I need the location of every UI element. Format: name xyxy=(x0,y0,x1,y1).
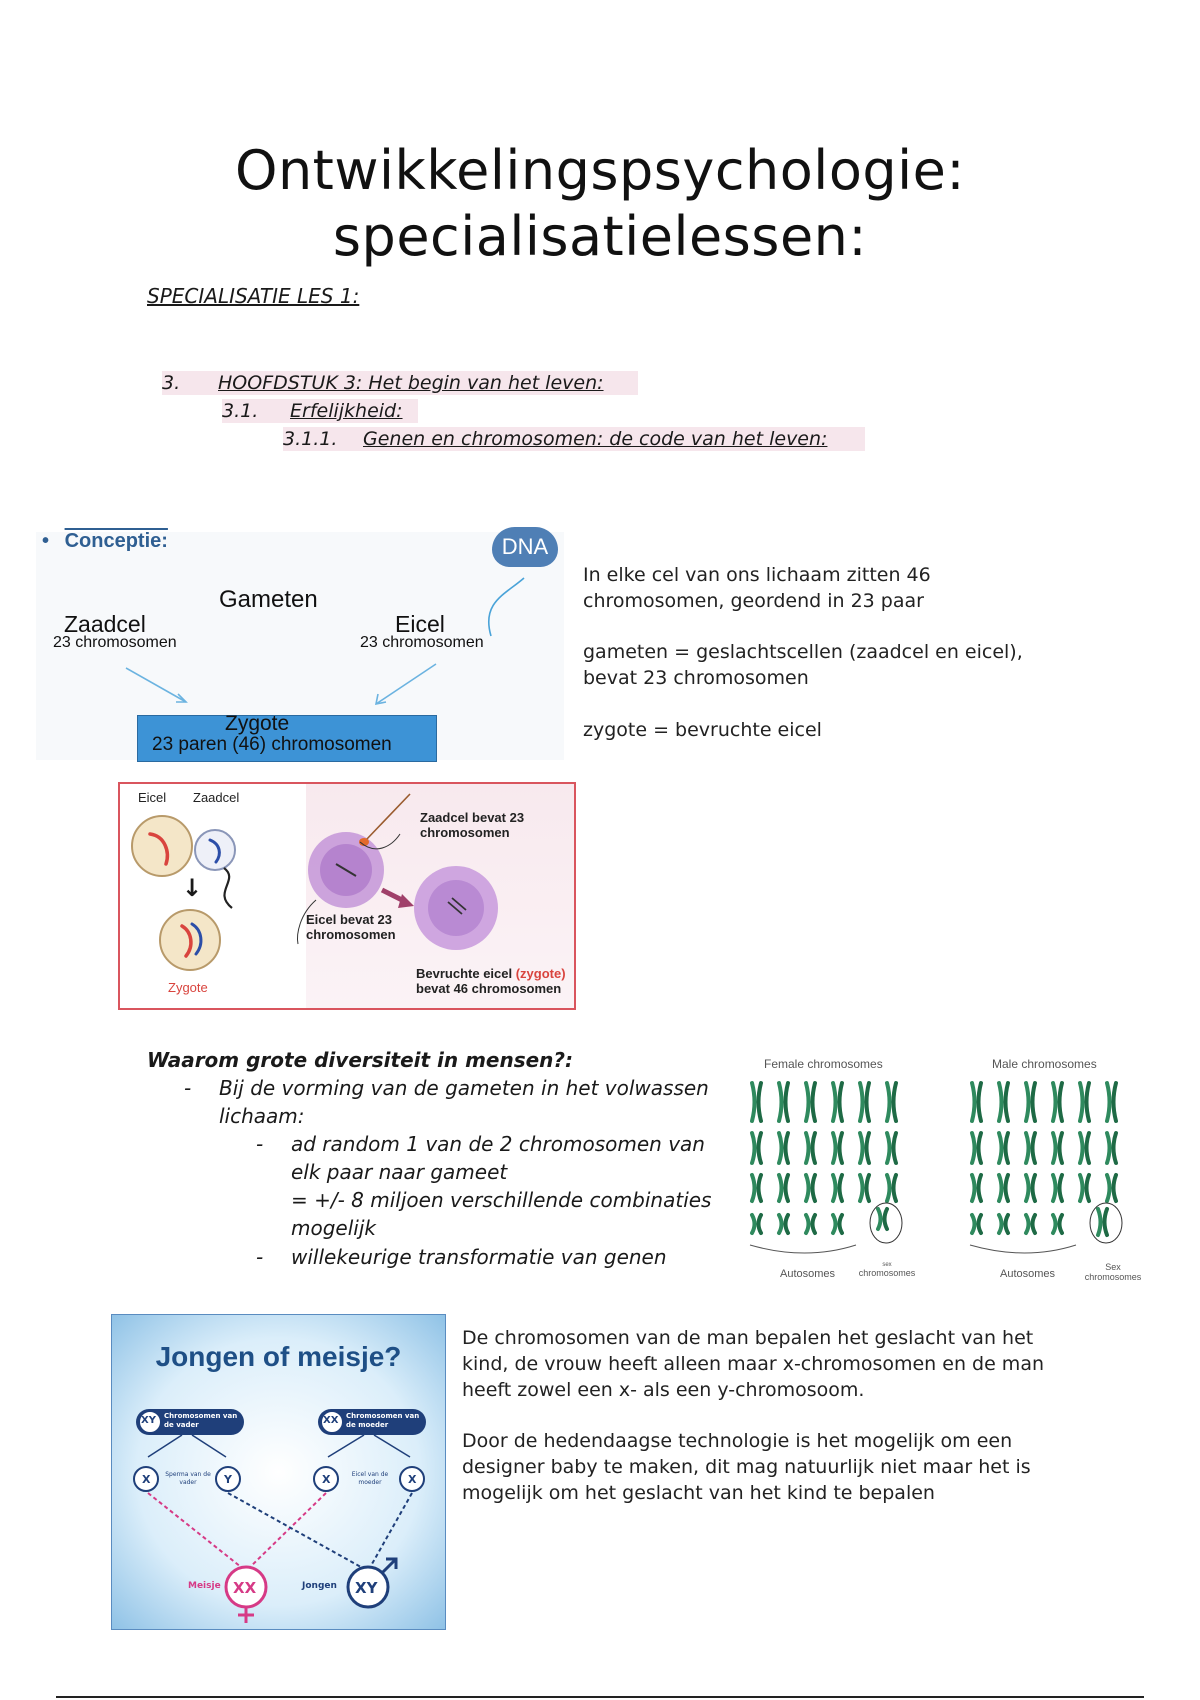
xy-result: XY xyxy=(355,1579,378,1597)
x-letter: X xyxy=(142,1473,151,1486)
chromosome-pair xyxy=(1026,1083,1035,1121)
chromosome-pair xyxy=(1107,1175,1116,1201)
illus-eicel-label: Eicel xyxy=(138,790,167,805)
chromosome-pair xyxy=(779,1175,788,1201)
sex-chromosomes-label-female xyxy=(852,1262,922,1278)
vader-label: Chromosomen van de vader xyxy=(164,1412,238,1429)
chromosome-pair xyxy=(833,1215,842,1233)
chromosome-pair xyxy=(1053,1175,1062,1201)
diversity-sub-2: willekeurige transformatie van genen xyxy=(291,1245,667,1269)
x-letter: X xyxy=(408,1473,417,1486)
chromosome-pair xyxy=(860,1175,869,1201)
dash: - xyxy=(256,1245,264,1269)
chromosome-pair xyxy=(972,1133,981,1163)
heading-text: HOOFDSTUK 3: Het begin van het leven: xyxy=(218,372,604,394)
illus-zaadcel-label: Zaadcel xyxy=(193,790,240,805)
chromosome-pair xyxy=(833,1175,842,1201)
text-46-chromosomen: In elke cel van ons lichaam zitten 46 chromosomen, geordend in 23 paar xyxy=(583,564,931,612)
zygote-sub: 23 paren (46) chromosomen xyxy=(152,734,392,755)
chromosome-pair xyxy=(887,1083,896,1121)
chromosome-pair xyxy=(752,1083,761,1121)
page-title xyxy=(0,138,1200,270)
sex-label: chromosomes xyxy=(858,1268,916,1278)
chromosome-pair xyxy=(1053,1083,1062,1121)
chromosome-pair xyxy=(1026,1133,1035,1163)
title-line-1: Ontwikkelingspsychologie: xyxy=(234,139,966,202)
zaadcel-bevat-label: Zaadcel bevat 23 chromosomen xyxy=(420,810,525,840)
sex-chromosomes-label-male: Sex chromosomes xyxy=(1084,1262,1142,1282)
jongen-meisje-infographic xyxy=(111,1314,446,1630)
karyotype-chromosomes xyxy=(740,1055,1150,1287)
chromosome-pair xyxy=(779,1215,788,1233)
heading-num: 3.1.1. xyxy=(283,428,338,450)
sex-chromosome xyxy=(1098,1209,1107,1235)
jongen-label: Jongen xyxy=(302,1581,337,1591)
dna-label: DNA xyxy=(492,527,558,567)
bevruchte-eicel-label xyxy=(416,966,576,996)
sperm-cell-icon xyxy=(195,830,235,870)
chromosome-pair xyxy=(999,1083,1008,1121)
eicel-moeder-label: Eicel van de moeder xyxy=(351,1471,389,1486)
chromosome-pair xyxy=(833,1133,842,1163)
y-letter: Y xyxy=(224,1473,232,1486)
diversity-sub-1a: ad random 1 van de 2 chromosomen van elk paar naar gameet xyxy=(291,1132,705,1184)
bullet: • xyxy=(42,530,50,552)
chromosome-pair xyxy=(1026,1215,1035,1233)
zaadcel-sub: 23 chromosomen xyxy=(53,634,177,651)
sex-short: sex xyxy=(882,1262,892,1268)
female-title: Female chromosomes xyxy=(764,1057,883,1071)
eicel-bevat-label: Eicel bevat 23 chromosomen xyxy=(306,912,396,942)
autosome-brace xyxy=(750,1245,856,1253)
male-title: Male chromosomes xyxy=(992,1057,1097,1071)
bevruchte-zyg: (zygote) xyxy=(515,966,566,981)
chromosome-pair xyxy=(1026,1175,1035,1201)
bevruchte-pre: Bevruchte eicel xyxy=(416,966,516,981)
illus-zygote-label: Zygote xyxy=(168,980,208,995)
diversity-question: Waarom grote diversiteit in mensen?: xyxy=(147,1048,574,1072)
autosomes-label-female: Autosomes xyxy=(780,1268,836,1280)
xx-badge: XX xyxy=(323,1415,339,1426)
chromosome-pair xyxy=(999,1175,1008,1201)
diversity-sub-1b: = +/- 8 miljoen verschillende combinaties mogelijk xyxy=(291,1188,712,1240)
les-label: SPECIALISATIE LES 1: xyxy=(147,284,360,308)
xx-result: XX xyxy=(233,1579,257,1597)
chromosome-pair xyxy=(860,1083,869,1121)
chromosome-pair xyxy=(1080,1175,1089,1201)
jm-title: Jongen of meisje? xyxy=(155,1341,402,1372)
fertilization-illustration xyxy=(118,782,576,1010)
chromosome-pair xyxy=(752,1215,761,1233)
chromosome-pair xyxy=(752,1175,761,1201)
heading-num: 3. xyxy=(162,372,181,394)
heading-text: Erfelijkheid: xyxy=(290,400,403,422)
chromosome-pair xyxy=(1080,1083,1089,1121)
chromosome-pair xyxy=(1107,1133,1116,1163)
sperma-label: Sperma van de vader xyxy=(165,1471,211,1486)
chromosome-pair xyxy=(999,1215,1008,1233)
conceptie-title-text: Conceptie: xyxy=(64,530,168,552)
diversity-item-1: Bij de vorming van de gameten in het volwassen lichaam: xyxy=(219,1076,709,1128)
chromosome-pair xyxy=(972,1215,981,1233)
dna-connector xyxy=(489,578,524,636)
chromosome-pair xyxy=(1053,1133,1062,1163)
egg-cell-icon xyxy=(132,816,192,876)
sex-chromosome xyxy=(878,1209,887,1229)
dash: - xyxy=(184,1076,192,1100)
down-arrow-icon: ↓ xyxy=(182,874,203,902)
zygote-label: Zygote xyxy=(225,712,290,735)
gameten-label: Gameten xyxy=(219,586,318,613)
zaadcel-label: Zaadcel xyxy=(64,611,146,637)
chromosome-pair xyxy=(779,1083,788,1121)
moeder-label: Chromosomen van de moeder xyxy=(346,1412,420,1429)
meisje-label: Meisje xyxy=(188,1581,221,1591)
autosome-brace xyxy=(970,1245,1076,1253)
chromosome-pair xyxy=(806,1083,815,1121)
chromosome-pair xyxy=(887,1133,896,1163)
heading-text: Genen en chromosomen: de code van het leven: xyxy=(363,428,828,450)
dash: - xyxy=(256,1132,264,1156)
bottom-divider xyxy=(56,1696,1144,1698)
text-geslacht: De chromosomen van de man bepalen het geslacht van het kind, de vrouw heeft alleen maar x-chromosomen en de man heeft zowel een x- als een y-chromosoom. xyxy=(462,1327,1045,1401)
heading-chapter xyxy=(162,371,638,395)
autosomes-label-male: Autosomes xyxy=(1000,1268,1056,1280)
karyotype-figure xyxy=(740,1055,1150,1287)
chromosome-pair xyxy=(806,1175,815,1201)
bevruchte-post: bevat 46 chromosomen xyxy=(416,981,562,996)
heading-section xyxy=(222,399,418,423)
chromosome-pair xyxy=(1080,1133,1089,1163)
title-line-2: specialisatielessen: xyxy=(332,205,868,268)
heading-num: 3.1. xyxy=(222,400,259,422)
eicel-sub: 23 chromosomen xyxy=(360,634,484,651)
eicel-arrow xyxy=(376,664,436,704)
text-designer-baby: Door de hedendaagse technologie is het mogelijk om een designer baby te maken, dit mag natuurlijk niet maar het is mogelijk om het geslacht van het kind te bepalen xyxy=(462,1430,1031,1504)
chromosome-pair xyxy=(833,1083,842,1121)
chromosome-pair xyxy=(806,1215,815,1233)
chromosome-pair xyxy=(972,1175,981,1201)
xy-badge: XY xyxy=(141,1415,156,1426)
chromosome-pair xyxy=(752,1133,761,1163)
x-letter: X xyxy=(322,1473,331,1486)
chromosome-pair xyxy=(779,1133,788,1163)
chromosome-pair xyxy=(860,1133,869,1163)
chromosome-pair xyxy=(1053,1215,1062,1233)
chromosome-pair xyxy=(887,1175,896,1201)
eicel-label: Eicel xyxy=(395,611,445,637)
text-zygote: zygote = bevruchte eicel xyxy=(583,719,822,741)
chromosome-pair xyxy=(972,1083,981,1121)
chromosome-pair xyxy=(1107,1083,1116,1121)
heading-subsection xyxy=(283,427,865,451)
text-gameten: gameten = geslachtscellen (zaadcel en eicel), bevat 23 chromosomen xyxy=(583,641,1023,689)
zaadcel-arrow xyxy=(126,668,186,702)
chromosome-pair xyxy=(999,1133,1008,1163)
chromosome-pair xyxy=(806,1133,815,1163)
